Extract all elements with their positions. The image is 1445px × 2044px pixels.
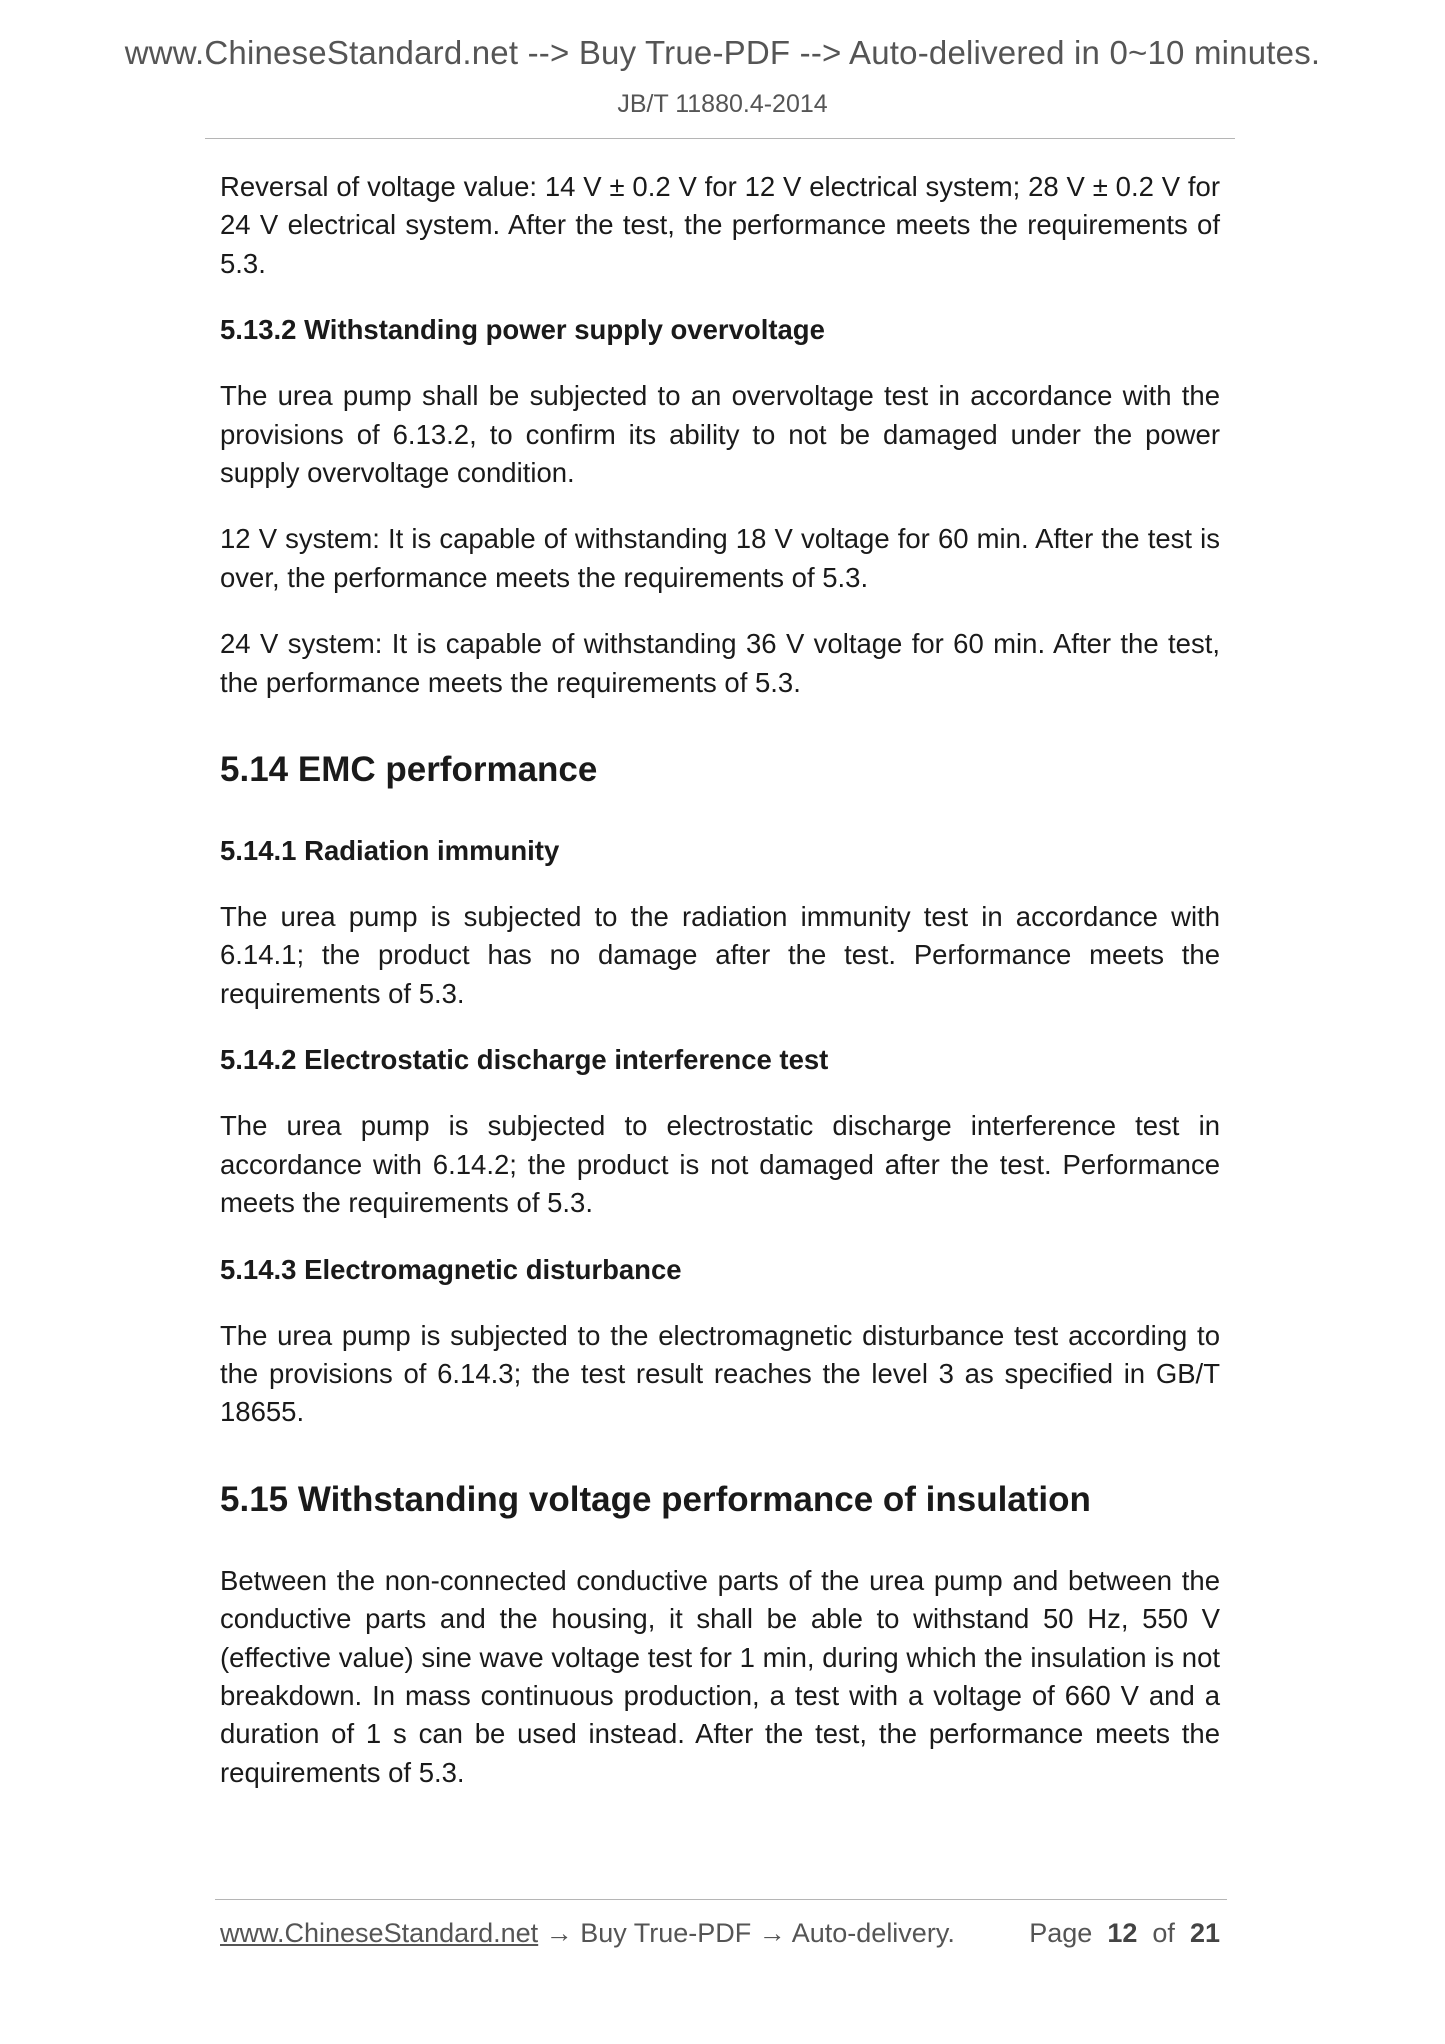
paragraph-5-15: Between the non-connected conductive parts of the urea pump and between the conductive parts and the housing, it shall be able to withstand 50 Hz, 550 V (effective value) sine wave voltage test for 1 min, during which the insulation is not breakdown. In mass continuous production, a test with a voltage of 660 V and a duration of 1 s can be used instead. After the test, the performance meets the requirements of 5.3. (220, 1564, 1220, 1788)
footer-left (220, 1918, 955, 1949)
heading-5-14-3: 5.14.3 Electromagnetic disturbance (220, 1253, 682, 1285)
page-number (1029, 1918, 1220, 1949)
heading-5-13-2: 5.13.2 Withstanding power supply overvoltage (220, 314, 825, 346)
top-banner: www.ChineseStandard.net --> Buy True-PDF --> Auto-delivered in 0~10 minutes. (124, 34, 1321, 71)
of-label: of (1152, 1918, 1175, 1948)
paragraph-5-14-1: The urea pump is subjected to the radiation immunity test in accordance with 6.14.1; the product has no damage after the test. Performance meets the requirements of 5.3. (220, 901, 1220, 1009)
paragraph-5-13-2-intro: The urea pump shall be subjected to an overvoltage test in accordance with the provisions of 6.13.2, to confirm its ability to not be damaged under the power supply overvoltage condition. (220, 380, 1220, 489)
footer-website-link[interactable]: www.ChineseStandard.net (220, 1918, 539, 1948)
paragraph-5-14-3: The urea pump is subjected to the electromagnetic disturbance test according to the provisions of 6.14.3; the test result reaches the level 3 as specified in GB/T 18655. (220, 1319, 1220, 1428)
heading-5-14: 5.14 EMC performance (220, 750, 598, 790)
page-content (220, 168, 1220, 1820)
document-id: JB/T 11880.4-2014 (617, 90, 828, 118)
page-label: Page (1029, 1918, 1093, 1948)
paragraph-5-13-2-12v: 12 V system: It is capable of withstanding 18 V voltage for 60 min. After the test is over, the performance meets the requirements of 5.3. (220, 523, 1220, 593)
heading-5-15: 5.15 Withstanding voltage performance of insulation (220, 1479, 1091, 1519)
heading-5-14-1: 5.14.1 Radiation immunity (220, 835, 560, 867)
paragraph-5-14-2: The urea pump is subjected to electrostatic discharge interference test in accordance with 6.14.2; the product is not damaged after the test. Performance meets the requirements of 5.3. (220, 1110, 1220, 1219)
page-current: 12 (1107, 1918, 1138, 1948)
footer-divider (215, 1899, 1227, 1900)
page-total: 21 (1189, 1918, 1220, 1948)
footer-tagline: → Buy True-PDF → Auto-delivery. (538, 1918, 955, 1948)
heading-5-14-2: 5.14.2 Electrostatic discharge interference test (220, 1044, 829, 1076)
header-divider (205, 138, 1235, 139)
paragraph-reversal-voltage: Reversal of voltage value: 14 V ± 0.2 V for 12 V electrical system; 28 V ± 0.2 V for 24 V electrical system. After the test, the performance meets the requirements of 5.3. (220, 171, 1220, 279)
paragraph-5-13-2-24v: 24 V system: It is capable of withstanding 36 V voltage for 60 min. After the test, the performance meets the requirements of 5.3. (220, 628, 1220, 698)
